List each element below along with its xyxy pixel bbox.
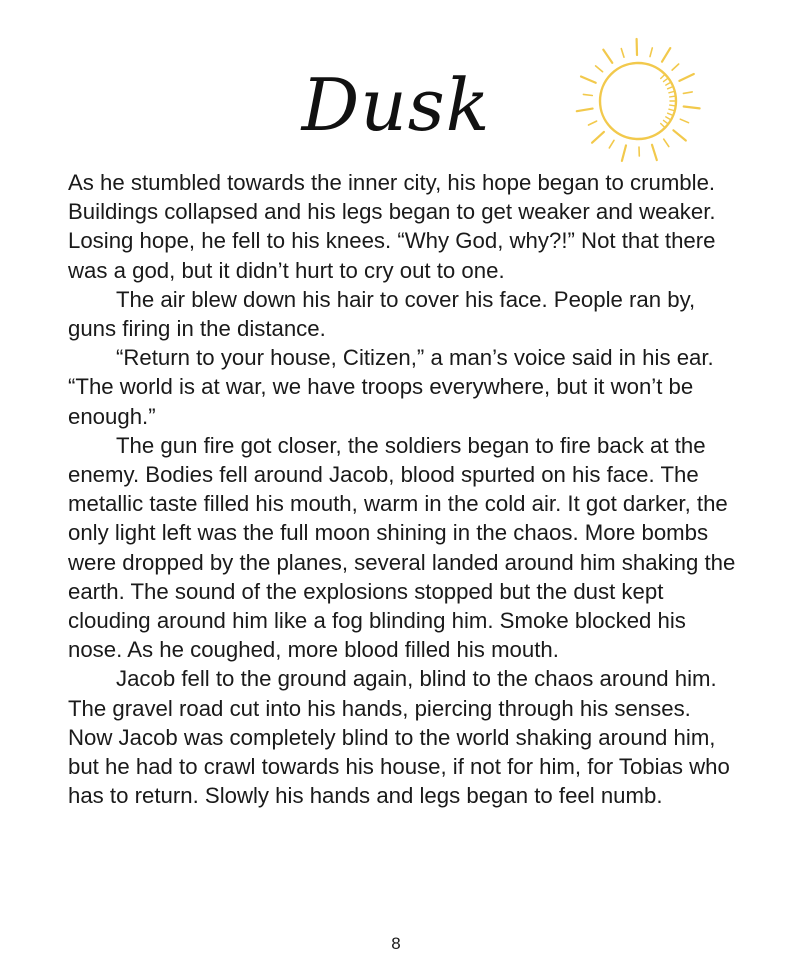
- sun-ray: [609, 140, 614, 148]
- sun-ray: [673, 130, 685, 140]
- paragraph: “Return to your house, Citizen,” a man’s voice said in his ear. “The world is at war, we have troops everywhere, but it won’t be enough.”: [68, 345, 714, 429]
- sun-ray: [650, 48, 652, 57]
- sun-ray: [683, 92, 692, 94]
- sun-ray: [596, 66, 603, 72]
- paragraph: The gun fire got closer, the soldiers began to fire back at the enemy. Bodies fell around Jacob, blood spurted on his face. The metallic taste filled his mouth, warm in the cold air. It got darker, the only light left was the full moon shining in the chaos. More bombs were dropped by the planes, several landed around him shaking the earth. The sound of the explosions stopped but the dust kept clouding around him like a fog blinding him. Smoke blocked his nose. As he coughed, more blood filled his mouth.: [68, 432, 736, 663]
- sun-ray: [583, 94, 592, 95]
- sun-ray: [664, 139, 669, 147]
- sun-ray: [592, 132, 604, 143]
- sun-ray: [621, 49, 624, 58]
- sun-ray: [662, 48, 670, 62]
- page-title: Dusk: [301, 63, 491, 147]
- sun-ray: [679, 74, 693, 81]
- sun-ray: [680, 119, 688, 123]
- sun-ray: [684, 107, 700, 109]
- story-text: [68, 168, 736, 810]
- paragraph: As he stumbled towards the inner city, his hope began to crumble. Buildings collapsed and his legs began to get weaker and weaker. Losing hope, he fell to his knees. “Why God, why?!” Not that there was a god, but it didn’t hurt to cry out to one.: [68, 170, 716, 283]
- paragraph: The air blew down his hair to cover his face. People ran by, guns firing in the distance.: [68, 286, 696, 342]
- sun-icon: [568, 34, 710, 168]
- page-number: 8: [391, 934, 401, 953]
- paragraph: Jacob fell to the ground again, blind to the chaos around him. The gravel road cut into his hands, piercing through his senses. Now Jacob was completely blind to the world shaking around him, but he had to crawl towards his house, if not for him, for Tobias who has to return. Slowly his hands and legs began to feel numb.: [68, 666, 730, 809]
- sun-ray: [603, 50, 612, 63]
- sun-ray: [577, 109, 593, 112]
- sun-ray: [622, 145, 626, 161]
- sun-ray: [589, 121, 597, 125]
- sun-ray: [652, 145, 657, 160]
- sun-ray: [672, 64, 679, 70]
- sun-ray: [581, 77, 596, 83]
